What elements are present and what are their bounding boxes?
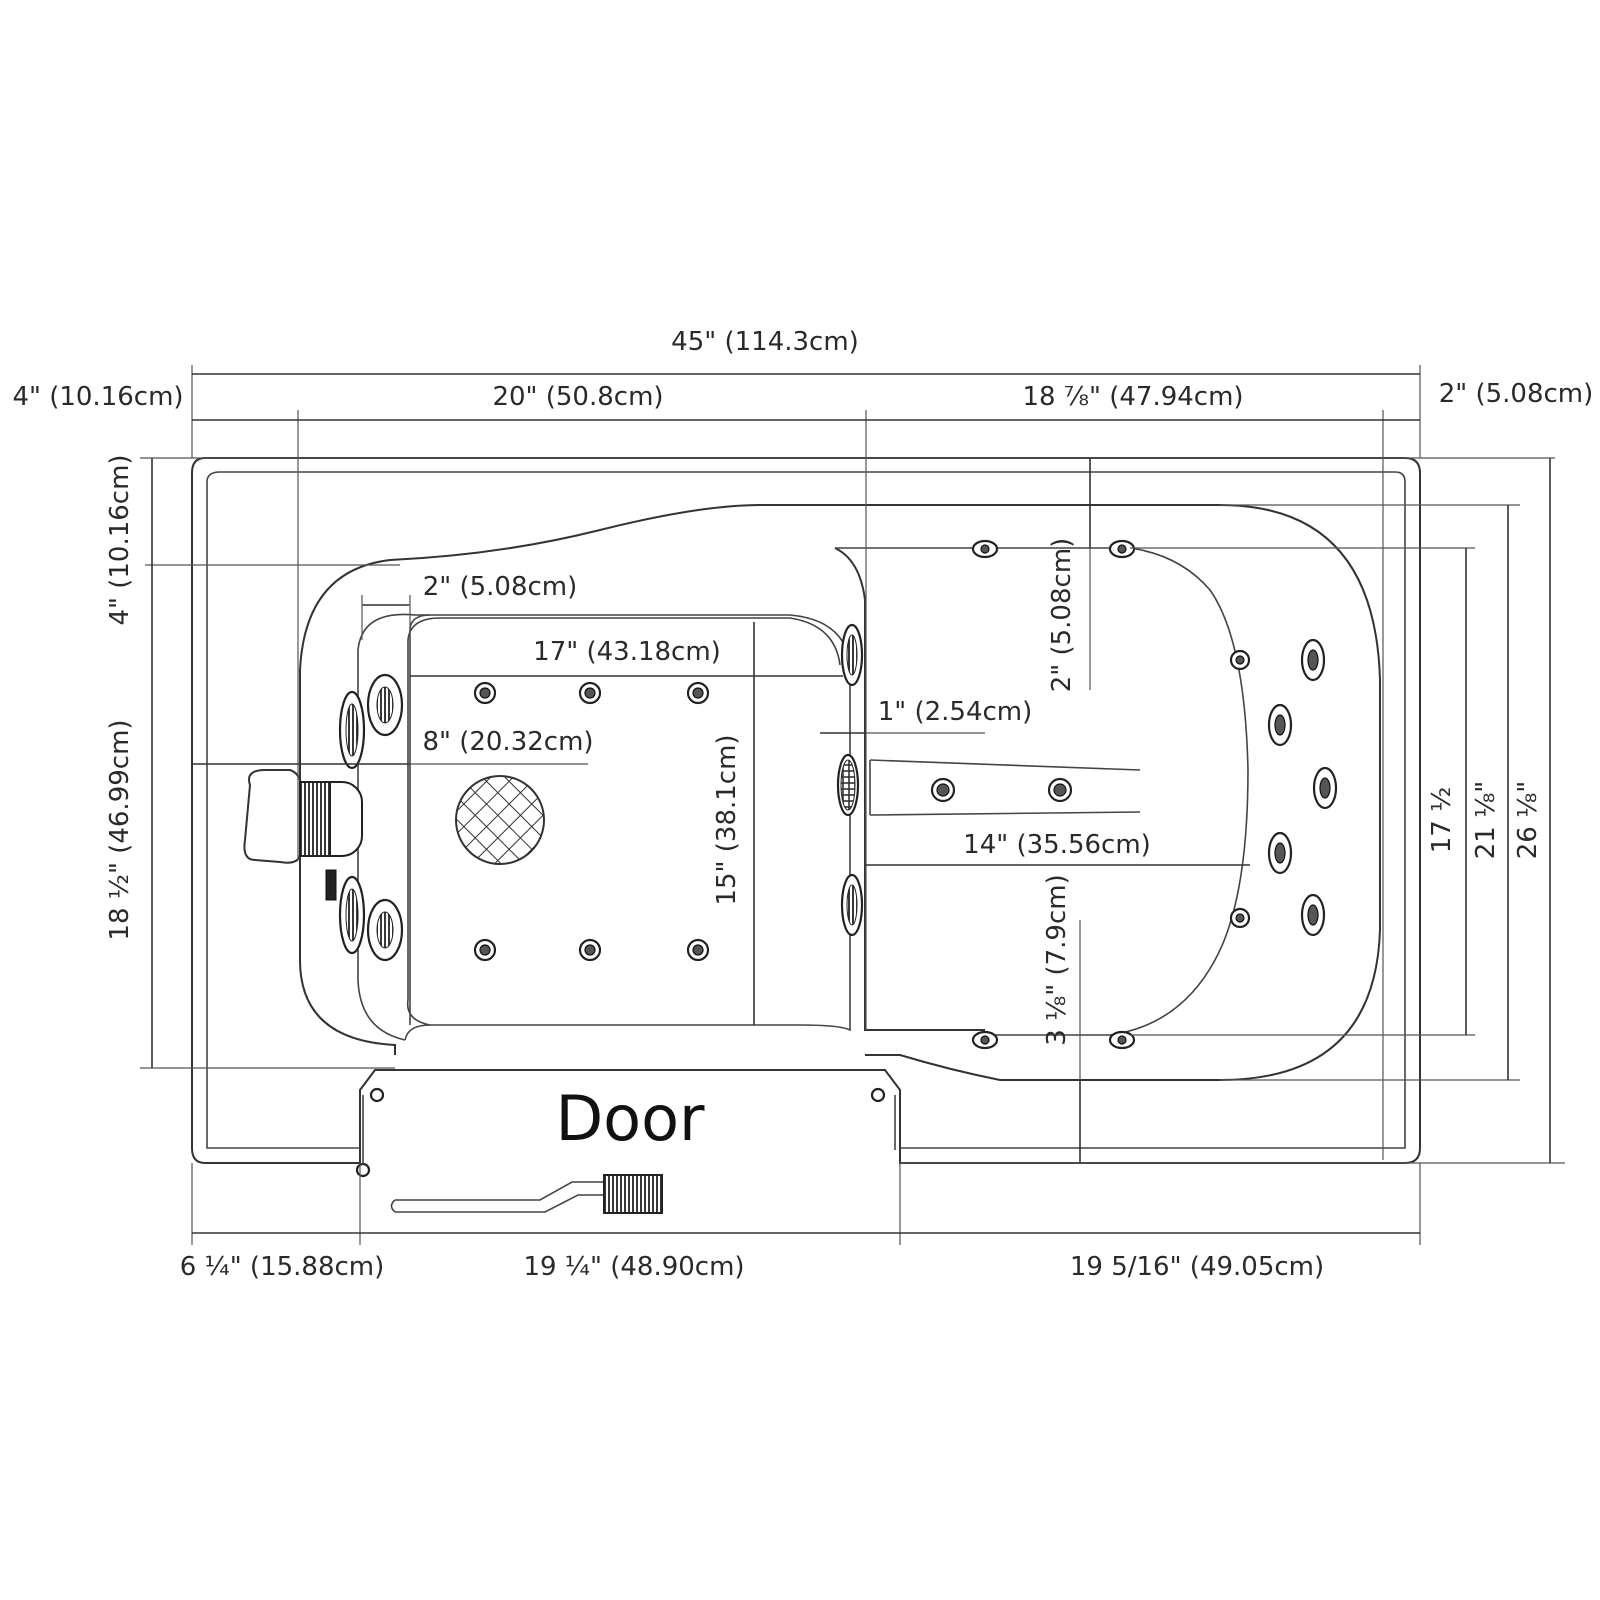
jet-front-2	[838, 755, 858, 815]
dim-seat-depth: 15" (38.1cm)	[712, 734, 742, 906]
jet-back-1	[340, 692, 364, 768]
dim-right-vertical-mid: 21 ⅛"	[1471, 780, 1501, 860]
jet-seat-bottom-1	[475, 940, 495, 960]
dim-right-vertical-outer: 26 ⅛"	[1513, 780, 1543, 860]
front-jets	[838, 625, 862, 935]
jet-back-4	[368, 900, 402, 960]
jet-foot-end-4	[1269, 833, 1291, 873]
jet-seat-top-2	[580, 683, 600, 703]
jet-foot-top-1	[973, 541, 997, 557]
jet-foot-side-1	[1231, 651, 1249, 669]
jet-seat-bottom-2	[580, 940, 600, 960]
jet-foot-floor-2	[1049, 779, 1071, 801]
dim-foot-section: 18 ⅞" (47.94cm)	[1022, 382, 1244, 412]
dim-seat-inset: 2" (5.08cm)	[422, 572, 578, 602]
dim-bottom-right: 19 5/16" (49.05cm)	[1069, 1252, 1325, 1282]
dim-foot-inset-bottom: 3 ⅛" (7.9cm)	[1042, 874, 1072, 1046]
jet-front-1	[842, 625, 862, 685]
dim-left-vertical-top: 4" (10.16cm)	[105, 454, 135, 626]
dim-right-margin: 2" (5.08cm)	[1438, 379, 1594, 409]
dim-left-vertical-main: 18 ½" (46.99cm)	[105, 719, 135, 941]
jet-foot-side-2	[1231, 909, 1249, 927]
jet-foot-end-3	[1314, 768, 1336, 808]
seat-drain	[456, 776, 544, 864]
jet-back-2	[368, 675, 402, 735]
jet-foot-end-5	[1302, 895, 1324, 935]
jet-foot-bottom-1	[973, 1032, 997, 1048]
faucet-valve	[244, 770, 362, 900]
dim-foot-inset-top: 2" (5.08cm)	[1047, 537, 1077, 693]
foot-jets	[932, 541, 1336, 1048]
jet-foot-top-2	[1110, 541, 1134, 557]
dim-bottom-left: 6 ¼" (15.88cm)	[179, 1252, 385, 1282]
door-label: Door	[555, 1082, 705, 1155]
dim-seat-width: 17" (43.18cm)	[533, 637, 721, 667]
dim-foot-floor-length: 14" (35.56cm)	[963, 830, 1151, 860]
jet-seat-top-3	[688, 683, 708, 703]
jet-foot-end-1	[1302, 640, 1324, 680]
dim-overall-length: 45" (114.3cm)	[671, 327, 859, 357]
jet-seat-bottom-3	[688, 940, 708, 960]
jet-front-3	[842, 875, 862, 935]
jet-foot-end-2	[1269, 705, 1291, 745]
dim-bottom-door: 19 ¼" (48.90cm)	[523, 1252, 745, 1282]
drain-lever	[392, 1175, 663, 1213]
jet-foot-floor-1	[932, 779, 954, 801]
tub-outer-rim	[192, 458, 1420, 1163]
dim-seat-offset: 8" (20.32cm)	[422, 727, 594, 757]
dim-left-margin: 4" (10.16cm)	[12, 382, 184, 412]
dim-step-gap: 1" (2.54cm)	[877, 697, 1033, 727]
jet-seat-top-1	[475, 683, 495, 703]
dim-right-vertical-inner: 17 ½	[1427, 786, 1457, 854]
dim-seat-section: 20" (50.8cm)	[492, 382, 664, 412]
jet-back-3	[340, 877, 364, 953]
